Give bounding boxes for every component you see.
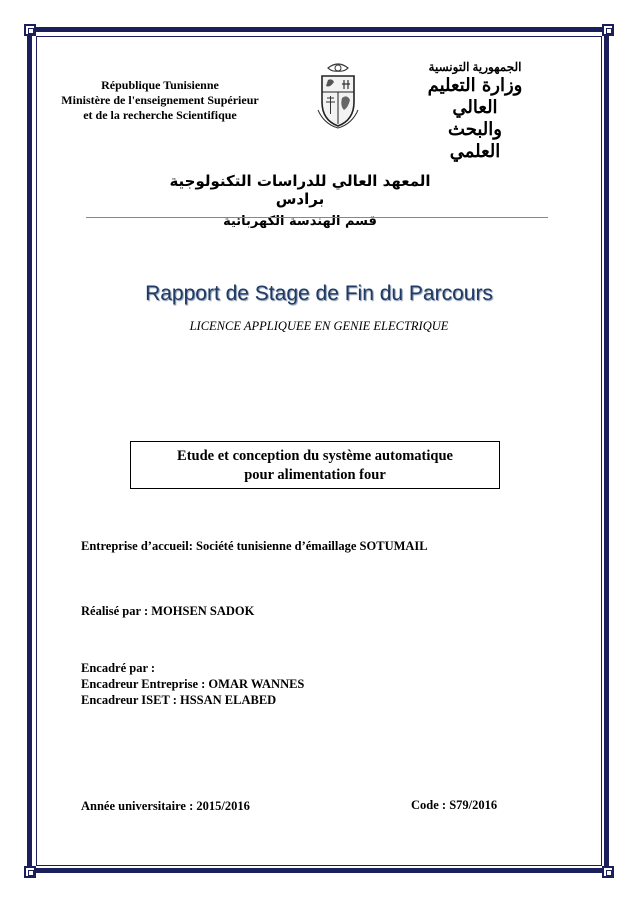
coat-of-arms-icon bbox=[314, 62, 362, 130]
degree-subtitle: LICENCE APPLIQUEE EN GENIE ELECTRIQUE bbox=[189, 319, 449, 333]
corner-ornament-bottom-left bbox=[24, 866, 36, 878]
report-code: Code : S79/2016 bbox=[411, 798, 498, 812]
institute-block bbox=[150, 172, 450, 229]
author: Réalisé par : MOHSEN SADOK bbox=[81, 604, 255, 618]
academic-year: Année universitaire : 2015/2016 bbox=[81, 799, 250, 813]
supervision-block bbox=[81, 660, 304, 708]
host-company: Entreprise d’accueil: Société tunisienne d’émaillage SOTUMAIL bbox=[81, 539, 428, 553]
corner-ornament-bottom-right bbox=[602, 866, 614, 878]
topic-line: Etude et conception du système automatique bbox=[177, 448, 453, 464]
corner-ornament-top-right bbox=[602, 24, 614, 36]
header-divider bbox=[86, 217, 548, 218]
topic-line: pour alimentation four bbox=[244, 467, 386, 483]
header-arabic bbox=[420, 60, 530, 163]
company-supervisor: Encadreur Entreprise : OMAR WANNES bbox=[81, 677, 305, 691]
topic-box bbox=[130, 441, 500, 489]
header-french-line: République Tunisienne bbox=[101, 78, 219, 92]
supervised-by-label: Encadré par : bbox=[81, 661, 156, 675]
department-name-arabic: قسم الهندسة الكهربائية bbox=[223, 214, 377, 229]
header-arabic-ministry: وزارة التعليم العالي bbox=[427, 75, 523, 118]
header-french-line: et de la recherche Scientifique bbox=[83, 108, 237, 122]
report-title: Rapport de Stage de Fin du Parcours bbox=[145, 282, 493, 305]
institute-name-arabic: المعهد العالي للدراسات التكنولوجية برادس bbox=[169, 172, 431, 208]
header-french bbox=[50, 78, 270, 123]
header-arabic-republic: الجمهورية التونسية bbox=[428, 60, 522, 74]
header-arabic-research: والبحث العلمي bbox=[448, 119, 502, 162]
header-french-line: Ministère de l'enseignement Supérieur bbox=[61, 93, 259, 107]
corner-ornament-top-left bbox=[24, 24, 36, 36]
iset-supervisor: Encadreur ISET : HSSAN ELABED bbox=[81, 693, 277, 707]
